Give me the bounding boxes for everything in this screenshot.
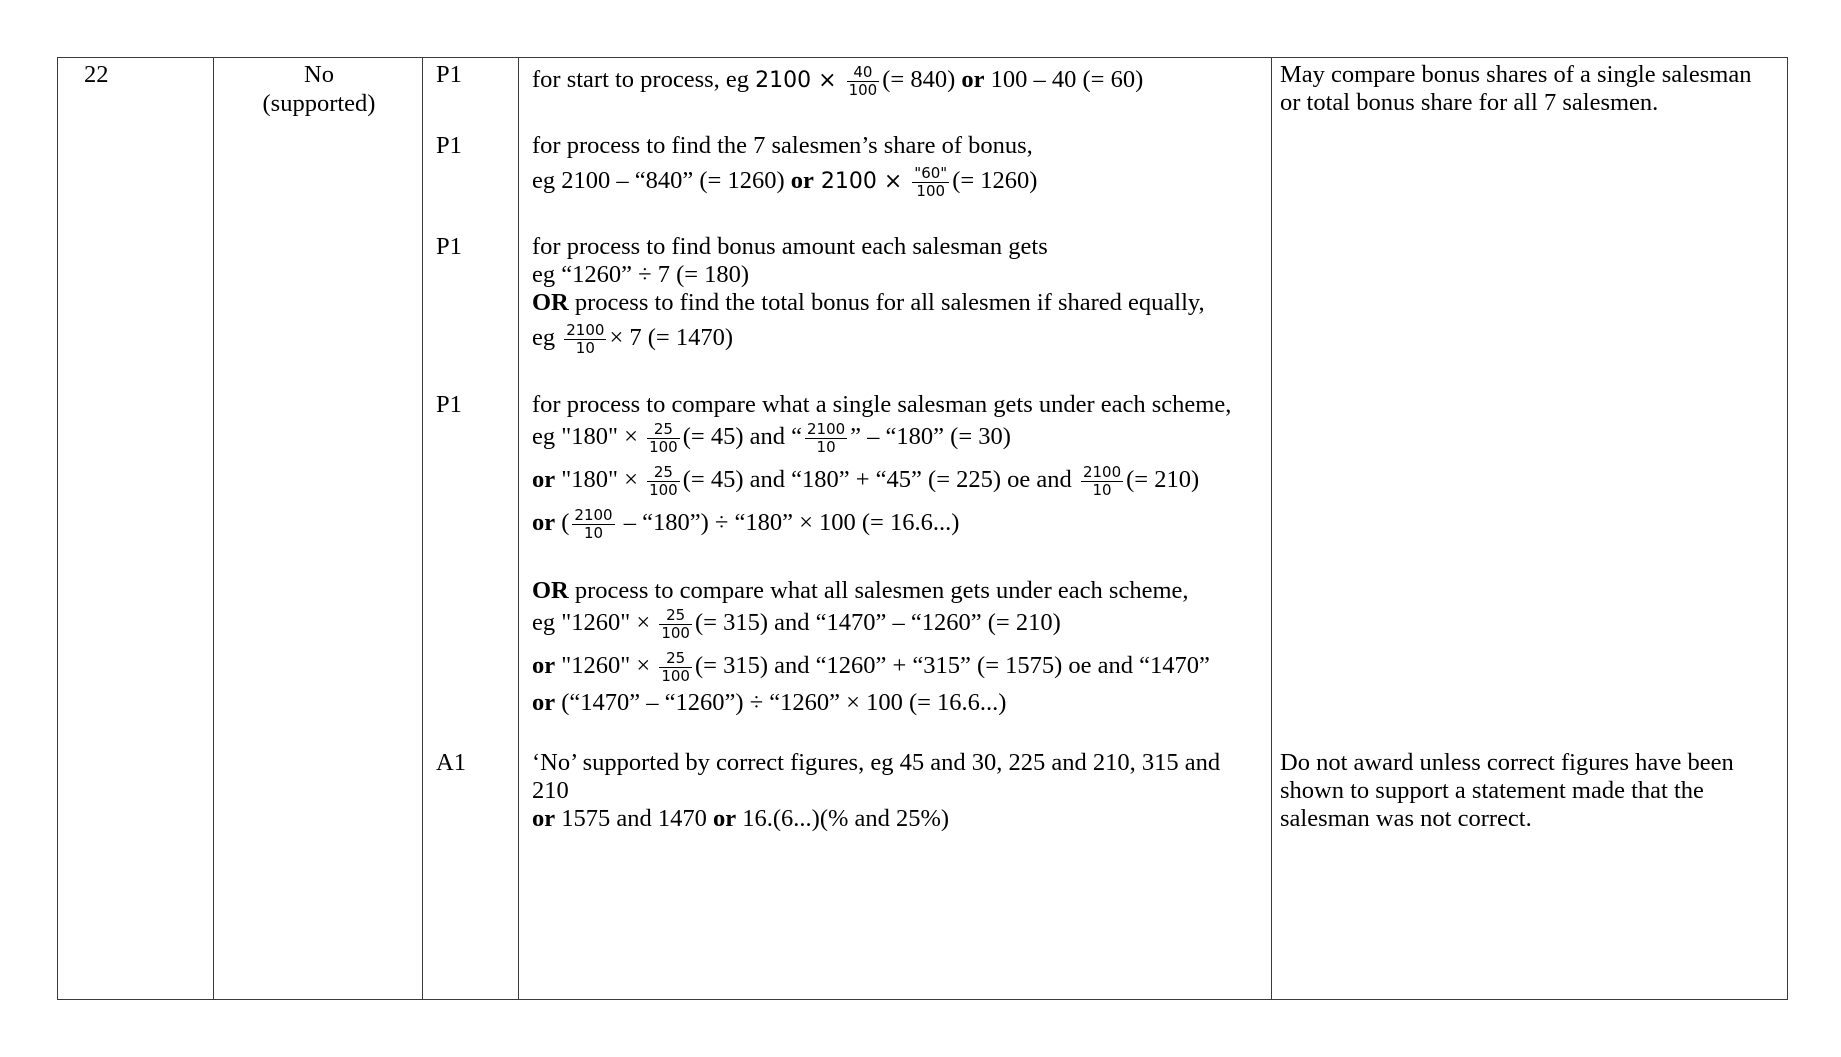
mark-code: A1 xyxy=(436,749,466,776)
column-divider xyxy=(422,58,423,999)
fraction: $\frac{2100}{10}$ xyxy=(566,320,605,357)
guidance-line: 210 xyxy=(532,777,569,804)
guidance-line: or (“1470” – “1260”) ÷ “1260” × 100 (= 16.6...) xyxy=(532,689,1007,716)
note-line: salesman was not correct. xyxy=(1280,805,1532,832)
guidance-line: eg $\frac{2100}{10}$ × 7 (= 1470) xyxy=(532,320,734,357)
answer-line: No xyxy=(304,61,334,88)
column-divider xyxy=(518,58,519,999)
guidance-line: eg "1260" × $\frac{25}{100}$ (= 315) and “1470” – “1260” (= 210) xyxy=(532,605,1061,642)
guidance-line: or 1575 and 1470 or 16.(6...)(% and 25%) xyxy=(532,805,950,832)
fraction: $\frac{25}{100}$ xyxy=(661,648,690,685)
guidance-line: for process to find the 7 salesmen’s share of bonus, xyxy=(532,132,1033,159)
guidance-line: or ( $\frac{2100}{10}$ – “180”) ÷ “180” × 100 (= 16.6...) xyxy=(532,505,960,542)
guidance-line: ‘No’ supported by correct figures, eg 45 and 30, 225 and 210, 315 and xyxy=(532,749,1221,776)
fraction: $\frac{2100}{10}$ xyxy=(574,505,613,542)
guidance-line: for process to find bonus amount each salesman gets xyxy=(532,233,1048,260)
guidance-line: or "180" × $\frac{25}{100}$ (= 45) and “180” + “45” (= 225) oe and $\frac{2100}{10}$ (= 210) xyxy=(532,462,1200,499)
fraction: $\frac{"60"}{100}$ xyxy=(914,163,948,200)
fraction: $\frac{2100}{10}$ xyxy=(806,419,846,456)
column-divider xyxy=(1271,58,1272,999)
answer-line: (supported) xyxy=(262,90,376,117)
fraction: $\frac{40}{100}$ xyxy=(848,62,878,99)
guidance-line: eg 2100 – “840” (= 1260) or 2100 × $\frac{"60"}{100}$ (= 1260) xyxy=(532,163,1038,200)
column-divider xyxy=(213,58,214,999)
mark-code: P1 xyxy=(436,61,462,88)
guidance-line: OR process to compare what all salesmen gets under each scheme, xyxy=(532,577,1189,604)
guidance-line: eg “1260” ÷ 7 (= 180) xyxy=(532,261,750,288)
fraction: $\frac{25}{100}$ xyxy=(661,605,690,642)
guidance-line: or "1260" × $\frac{25}{100}$ (= 315) and “1260” + “315” (= 1575) oe and “1470” xyxy=(532,648,1210,685)
mark-code: P1 xyxy=(436,132,462,159)
answer-cell xyxy=(214,60,424,118)
fraction: $\frac{25}{100}$ xyxy=(649,462,678,499)
guidance-line: for start to process, eg 2100 × $\frac{40}{100}$ (= 840) or 100 – 40 (= 60) xyxy=(532,62,1144,99)
note-line: shown to support a statement made that the xyxy=(1280,777,1704,804)
fraction: $\frac{25}{100}$ xyxy=(649,419,678,456)
note-line: or total bonus share for all 7 salesmen. xyxy=(1280,89,1659,116)
note-line: May compare bonus shares of a single salesman xyxy=(1280,61,1752,88)
fraction: $\frac{2100}{10}$ xyxy=(1082,462,1122,499)
guidance-line: for process to compare what a single salesman gets under each scheme, xyxy=(532,391,1232,418)
mark-code: P1 xyxy=(436,391,462,418)
question-number: 22 xyxy=(84,61,109,88)
note-line: Do not award unless correct figures have been xyxy=(1280,749,1734,776)
guidance-line: eg "180" × $\frac{25}{100}$ (= 45) and “ $\frac{2100}{10}$ ” – “180” (= 30) xyxy=(532,419,1011,456)
mark-code: P1 xyxy=(436,233,462,260)
guidance-line: OR process to find the total bonus for all salesmen if shared equally, xyxy=(532,289,1205,316)
